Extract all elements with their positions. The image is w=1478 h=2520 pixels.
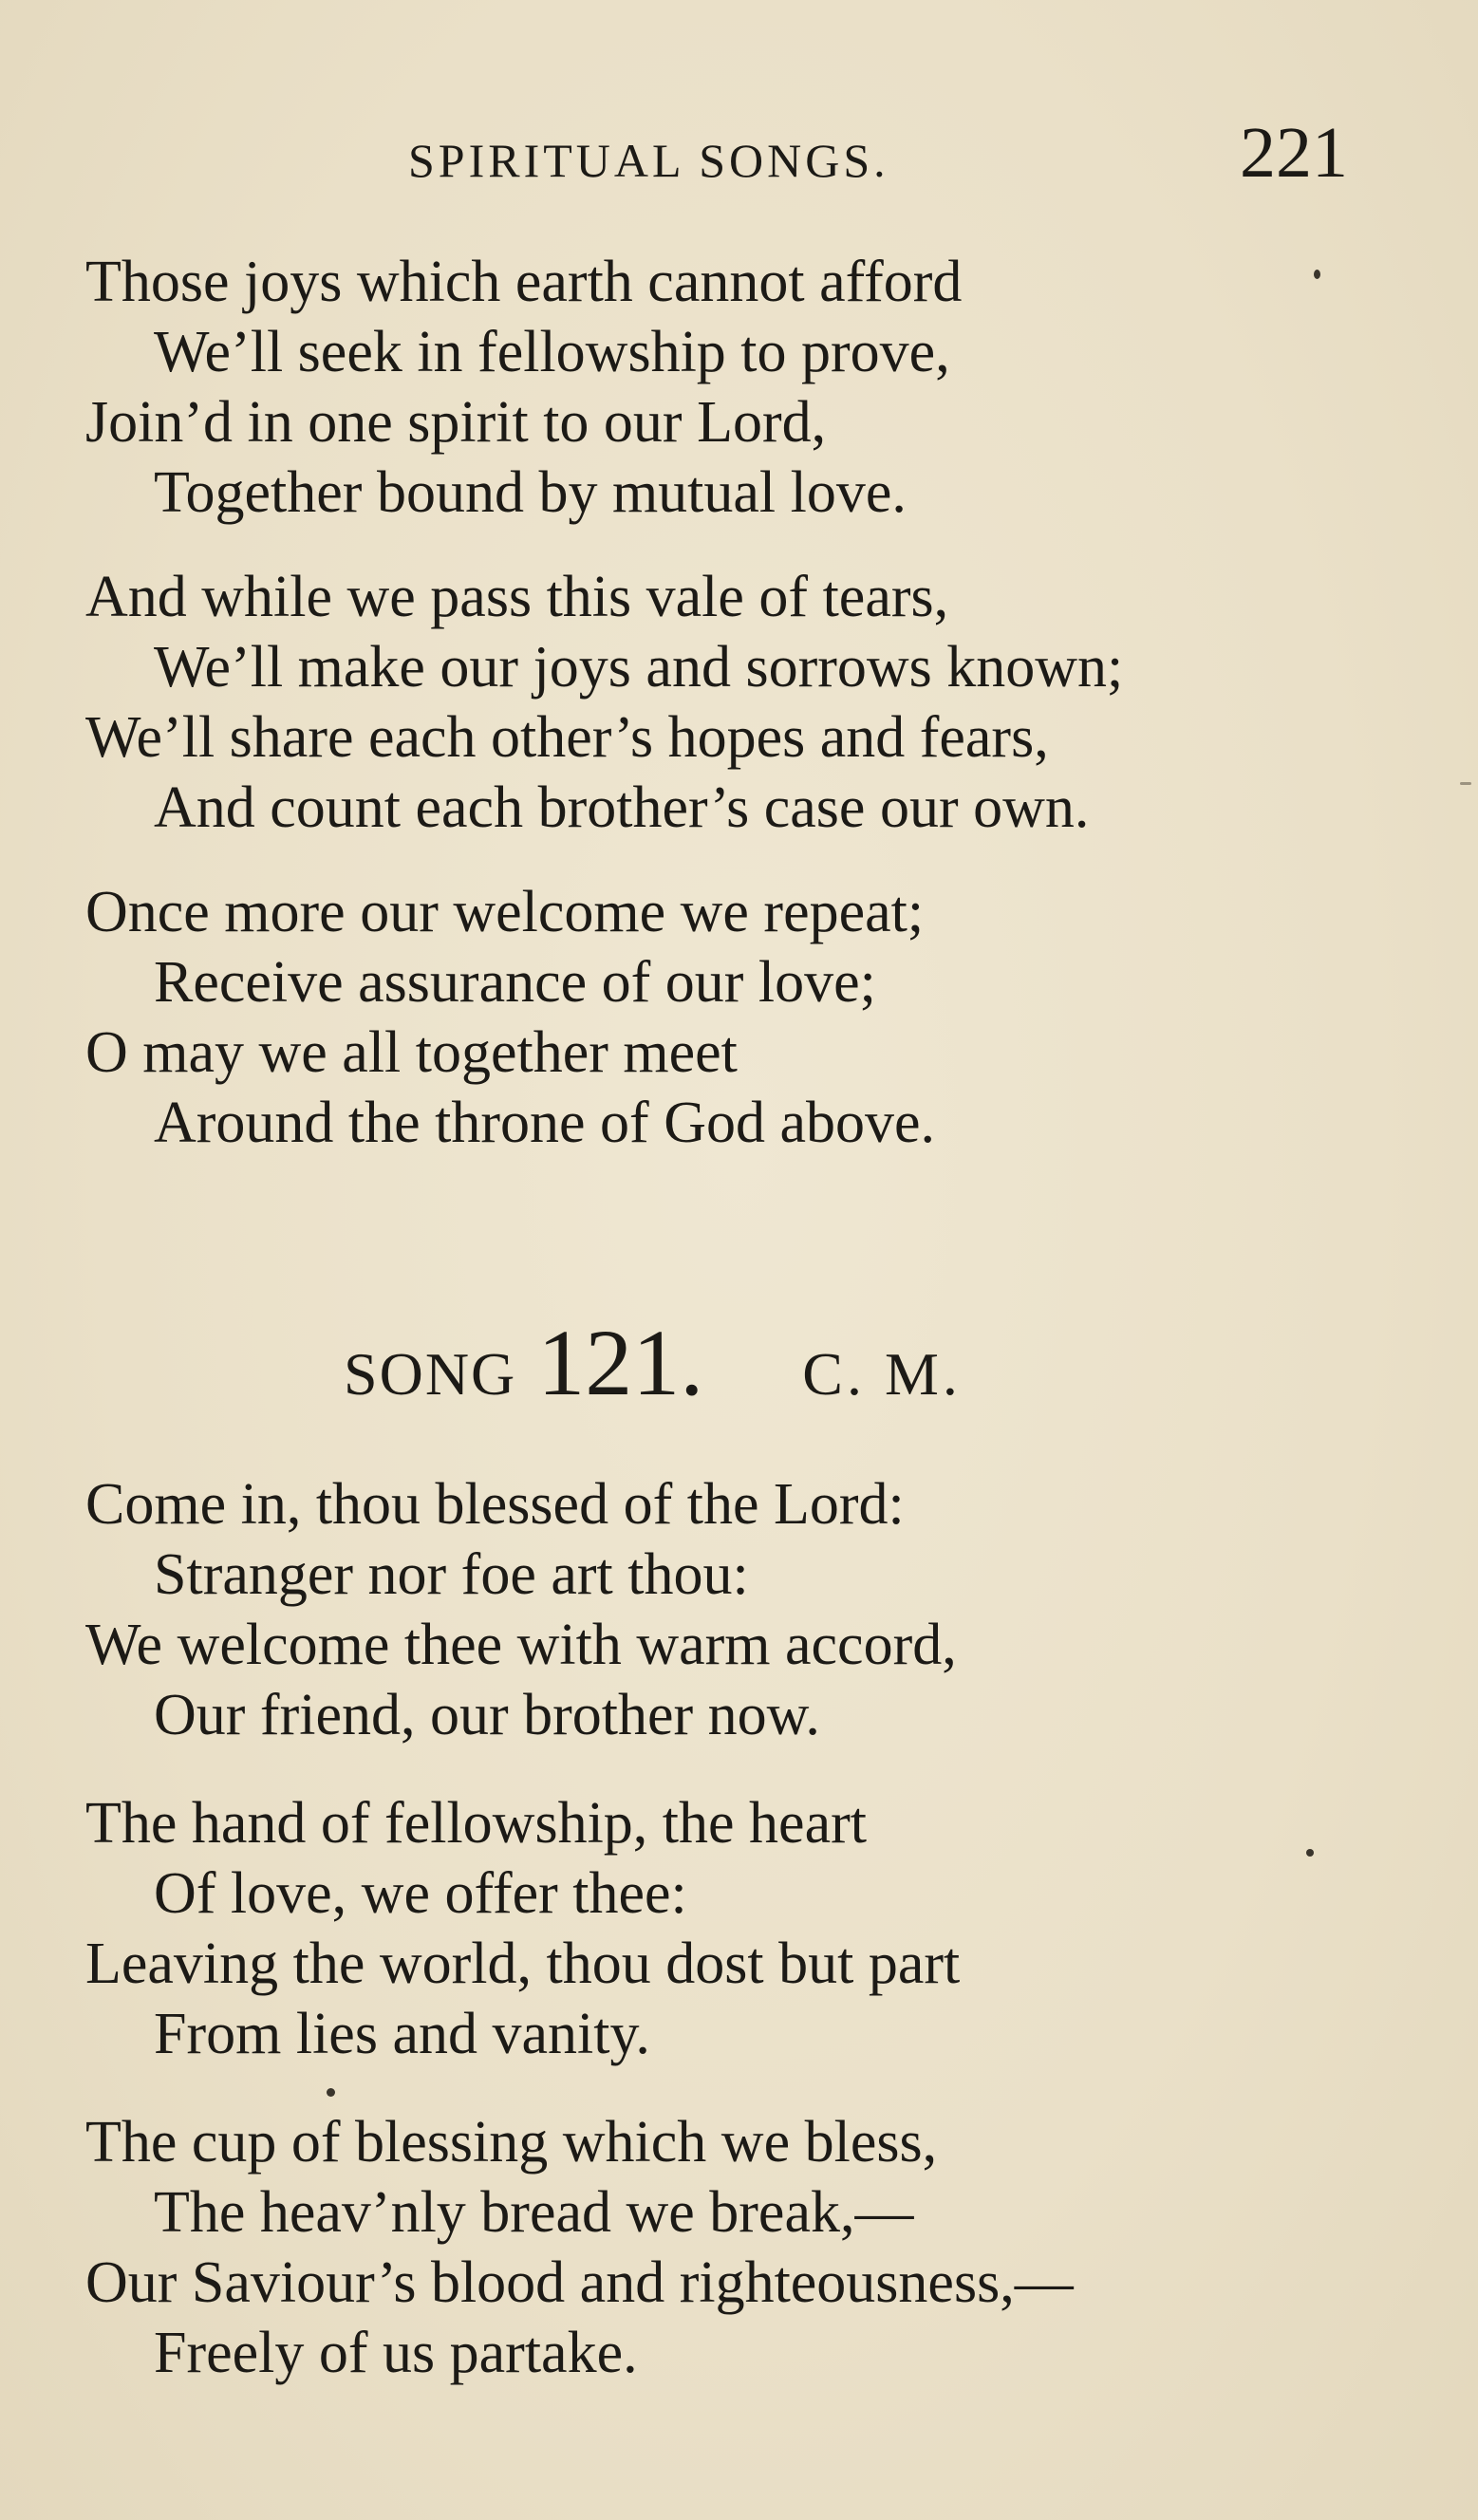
verse-line: The hand of fellowship, the heart bbox=[85, 1791, 867, 1856]
verse-line: Our Saviour’s blood and righteousness,— bbox=[85, 2250, 1074, 2315]
verse-line: And count each brother’s case our own. bbox=[154, 775, 1090, 840]
verse-line: Once more our welcome we repeat; bbox=[85, 880, 925, 944]
verse-line: The heav’nly bread we break,— bbox=[154, 2180, 914, 2245]
verse-line: Around the throne of God above. bbox=[154, 1091, 936, 1155]
verse-line: We’ll seek in fellowship to prove, bbox=[154, 320, 950, 384]
song-stanza-3 bbox=[85, 2107, 1376, 2388]
verse-line: Stranger nor foe art thou: bbox=[154, 1542, 749, 1607]
verse-line: And while we pass this vale of tears, bbox=[85, 565, 949, 629]
verse-line: Those joys which earth cannot afford bbox=[85, 250, 963, 314]
running-title: SPIRITUAL SONGS. bbox=[408, 134, 889, 187]
ink-speck bbox=[1314, 270, 1320, 279]
verse-line: Come in, thou blessed of the Lord: bbox=[85, 1472, 905, 1537]
song-stanza-2 bbox=[85, 1788, 1376, 2069]
ink-speck bbox=[1306, 1849, 1314, 1857]
verse-line: Our friend, our brother now. bbox=[154, 1683, 820, 1747]
verse-line: Receive assurance of our love; bbox=[154, 950, 876, 1015]
verse-line: O may we all together meet bbox=[85, 1020, 738, 1085]
verse-line: The cup of blessing which we bless, bbox=[85, 2110, 938, 2175]
running-head bbox=[85, 112, 1348, 193]
verse-line: Leaving the world, thou dost but part bbox=[85, 1932, 961, 1996]
ink-speck bbox=[1460, 782, 1471, 785]
verse-line: We’ll share each other’s hopes and fears, bbox=[85, 705, 1049, 770]
verse-line: From lies and vanity. bbox=[154, 2002, 650, 2066]
song-number: 121. bbox=[537, 1310, 704, 1415]
verse-line: We’ll make our joys and sorrows known; bbox=[154, 635, 1124, 700]
stanza-2 bbox=[85, 562, 1376, 843]
verse-line: Of love, we offer thee: bbox=[154, 1861, 687, 1926]
stanza-3 bbox=[85, 877, 1376, 1158]
verse-line: Freely of us partake. bbox=[154, 2321, 638, 2385]
verse-line: Join’d in one spirit to our Lord, bbox=[85, 390, 827, 455]
song-label: SONG bbox=[344, 1340, 517, 1408]
song-meter: C. M. bbox=[802, 1340, 962, 1408]
page-number: 221 bbox=[1240, 113, 1348, 193]
ink-speck bbox=[327, 2088, 335, 2097]
stanza-1 bbox=[85, 247, 1376, 528]
verse-line: We welcome thee with warm accord, bbox=[85, 1613, 957, 1677]
verse-line: Together bound by mutual love. bbox=[154, 460, 907, 525]
song-heading bbox=[344, 1308, 1198, 1422]
song-stanza-1 bbox=[85, 1469, 1376, 1750]
